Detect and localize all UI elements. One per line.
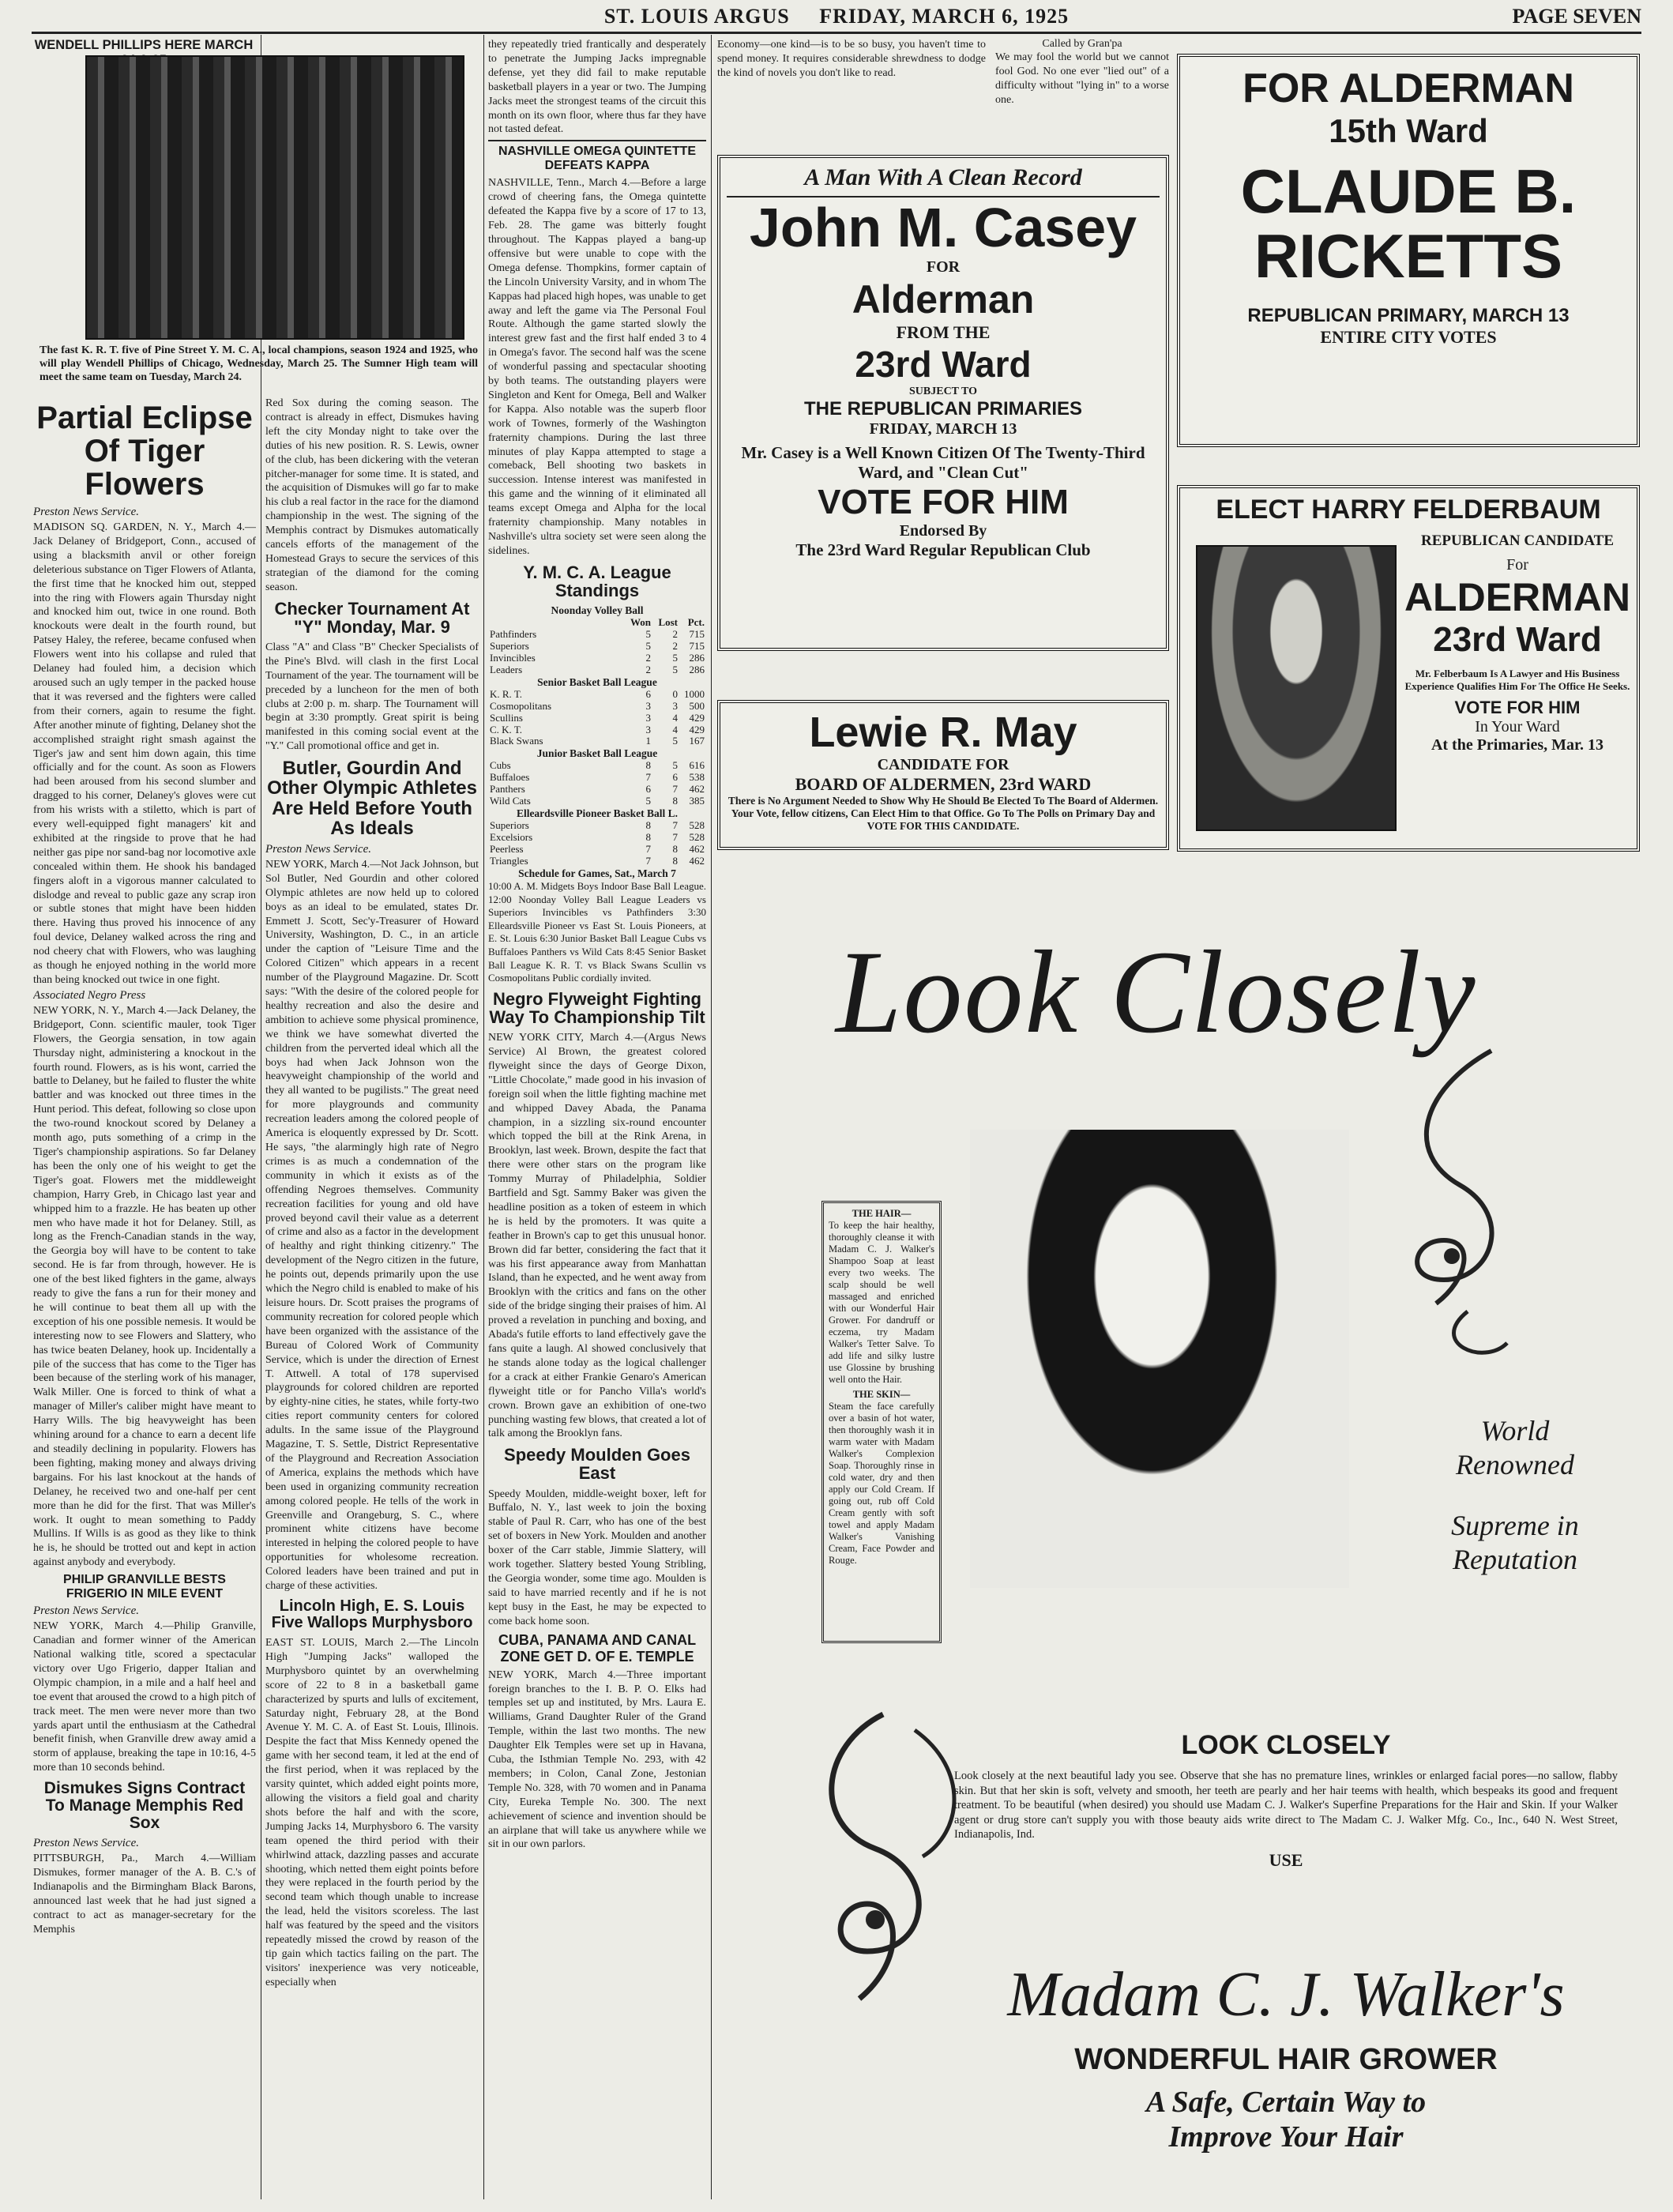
standings-cell: 7 [672, 831, 678, 844]
casey-from: FROM THE [896, 322, 991, 342]
schedule-title: Schedule for Games, Sat., March 7 [518, 867, 676, 879]
casey-tagline: A Man With A Clean Record [727, 164, 1160, 198]
standings-table [488, 617, 706, 676]
standings-row [488, 664, 706, 676]
standings-row [488, 832, 706, 844]
photo-caption: The fast K. R. T. five of Pine Street Y. M. C. A., local champions, season 1924 and 1925, who will play Wendell Phillips of Chicago, Wednesday, March 25. The Sumner High team will meet the same team on Tuesday, March 24. [39, 344, 478, 383]
felderbaum-ad [1177, 485, 1640, 852]
standings-table [488, 689, 706, 748]
standings-cell: 1000 [684, 687, 705, 700]
skin-text: Steam the face carefully over a basin of hot water, then thoroughly wash it in warm water with Madam Walker's Complexion Soap. Thoroughly rinse in cold water, dry and then apply our Cold Cream. If going out, rub off Cold Cream gently with soft towel and apply Madam Walker's Vanishing Cream, Face Powder and Rouge. [829, 1401, 934, 1566]
use-label: USE [1269, 1849, 1303, 1870]
standings-cell: 286 [689, 663, 705, 675]
look-closely-text: Look closely at the next beautiful lady you see. Observe that she has no premature lines, wrinkles or enlarged facial pores—no sallow, flabby skin. But that her skin is soft, velvety and smooth, her teeth are pearly and her hair teems with health, which bespeaks its good and frequent treatment. To be beautiful (when desired) you should use Madam C. J. Walker's Superfine Preparations for the Hair and Skin. If your Walker agent or drug store can't supply you with those beauty aids write direct to The Madam C. J. Walker Mfg. Co., Inc., 640 N. West Street, Indianapolis, Ind. [954, 1770, 1618, 1841]
standings-cell: Cubs [490, 759, 511, 772]
casey-name: John M. Casey [749, 197, 1137, 258]
ricketts-name2: RICKETTS [1254, 220, 1562, 291]
lincoln-headline: Lincoln High, E. S. Louis Five Wallops Murphysboro [271, 1597, 473, 1631]
standings-cell: 7 [645, 771, 651, 784]
column-rule-3 [711, 35, 712, 2199]
look-closely-headline: Look Closely [836, 927, 1477, 1058]
ymca-standings [488, 604, 706, 867]
standings-cell: 7 [672, 819, 678, 832]
world-line-1: World [1480, 1415, 1550, 1446]
granpa-body: We may fool the world but we cannot fool God. No one ever "lied out" of a difficulty without "lying in" to a worse one. [995, 51, 1169, 106]
standings-cell: Superiors [490, 639, 529, 652]
granville-dateline: Preston News Service. [33, 1604, 139, 1618]
granville-headline: PHILIP GRANVILLE BESTS FRIGERIO IN MILE EVENT [63, 1573, 226, 1601]
dismukes-headline: Dismukes Signs Contract To Manage Memphis Red Sox [43, 1779, 246, 1833]
ricketts-line2: 15th Ward [1329, 112, 1488, 149]
cuba-headline: CUBA, PANAMA AND CANAL ZONE GET D. OF E. TEMPLE [498, 1631, 697, 1665]
casey-club: The 23rd Ward Regular Republican Club [795, 540, 1091, 559]
standings-cell: 2 [645, 651, 651, 664]
standings-title: Junior Basket Ball League [536, 747, 658, 760]
standings-title: Noonday Volley Ball [551, 604, 644, 616]
standings-cell: 6 [672, 771, 678, 784]
standings-cell: 462 [689, 843, 705, 855]
standings-row [488, 641, 706, 653]
standings-cell: 7 [672, 783, 678, 796]
casey-subject: SUBJECT TO [909, 386, 977, 397]
felderbaum-vote: VOTE FOR HIM [1454, 698, 1581, 717]
standings-cell: 7 [645, 854, 651, 867]
standings-cell: 8 [645, 819, 651, 832]
granville-body: NEW YORK, March 4.—Philip Granville, Canadian and former winner of the American National walking title, scored a spectacular victory over Ugo Frigerio, dapper Italian and Olympic champion, in a mile and a half heel and toe event that aroused the crowd to a high pitch of track meet. The men were never more than two yards apart until the enthusiasm at the Cathedral benefit finish, when Granville drew away amid a storm of applause, breaking the tape in 10:16, 4-5 more than 10 seconds behind. [33, 1620, 256, 1774]
standings-cell: Scullins [490, 711, 523, 724]
standings-cell: Peerless [490, 843, 524, 855]
standings-cell: 429 [689, 723, 705, 735]
ricketts-name1: CLAUDE B. [1240, 156, 1577, 226]
butler-dateline: Preston News Service. [265, 842, 371, 856]
issue-date: FRIDAY, MARCH 6, 1925 [819, 5, 1070, 28]
look-closely-subhead: LOOK CLOSELY [1181, 1730, 1391, 1760]
felderbaum-in: In Your Ward [1475, 718, 1560, 735]
casey-ad [717, 155, 1169, 651]
swirl-path-4 [915, 1730, 954, 1856]
standings-cell: 1 [645, 735, 651, 747]
swirl-path-2 [1454, 1311, 1508, 1352]
may-board: BOARD OF ALDERMEN, 23rd WARD [795, 774, 1092, 795]
granpa-title: Called by Gran'pa [1042, 38, 1122, 50]
standings-row [488, 735, 706, 747]
supreme-line-2: Reputation [1453, 1544, 1577, 1576]
standings-cell: Buffaloes [490, 771, 530, 784]
standings-row [488, 820, 706, 832]
standings-cell: 5 [672, 651, 678, 664]
lady-portrait [970, 1130, 1349, 1588]
felderbaum-portrait [1196, 545, 1397, 831]
standings-row [488, 796, 706, 807]
paper-name: ST. LOUIS ARGUS [603, 5, 790, 28]
masthead-line [269, 5, 1404, 28]
standings-cell: C. K. T. [490, 723, 523, 735]
dismukes-dateline: Preston News Service. [33, 1837, 139, 1850]
nashville-body: NASHVILLE, Tenn., March 4.—Before a large crowd of cheering fans, the Omega quintette defeated the Kappa five by a score of 17 to 13, Feb. 28. The game was bitterly fought throughout. The Kappas played a bang-up offensive but were unable to cope with the Omega defense. Thompkins, former captain of the Lincoln University Varsity, and in whom The Kappas had placed high hopes, was unable to get away and left the game via The Personal Foul Route. Although the game started slowly the interest grew fast and the first half ended 3 to 4 in Omega's favor. The second half was the scene of wonderful passing and spectacular shooting by both teams. The outstanding players were Singleton and Kent for Omega, Bell and Walker for Kappa. Also notable was the superb floor work of Townes, formerly of the Washington fraternity champions. During the last three minutes of play Kappa attempted to stage a comeback, Bell shooting two baskets in succession. Intense interest was manifested in this game and the winning of it eliminated all teams except Omega and Alpha for the local fraternity championship. Many notables in Nashville's ultra society set were seen along the sidelines. [488, 177, 706, 557]
felderbaum-head: ELECT HARRY FELDERBAUM [1216, 495, 1601, 525]
page-header [32, 3, 1641, 30]
felderbaum-at: At the Primaries, Mar. 13 [1431, 736, 1604, 754]
may-desc: There is No Argument Needed to Show Why He Should Be Elected To The Board of Aldermen. Your Vote, fellow citizens, Can Elect Him to that Office. Go To The Polls on Primary Day and VOTE FOR THIS CANDIDATE. [727, 795, 1159, 833]
standings-cell: 167 [689, 735, 705, 747]
hair-text: To keep the hair healthy, thoroughly cleanse it with Madam C. J. Walker's Shampoo Soap at least every two weeks. The scalp should be well massaged and enriched with our Wonderful Hair Grower. For dandruff or eczema, try Madam Walker's Tetter Salve. To add life and silky lustre use Glossine by brushing well onto the Hair. [829, 1220, 934, 1385]
casey-endorsed: Endorsed By [899, 522, 987, 540]
standings-cell: 5 [672, 663, 678, 675]
casey-ward: 23rd Ward [855, 344, 1032, 385]
header-rule [32, 32, 1641, 34]
hair-skin-panel [821, 1201, 942, 1643]
look-closely-block [954, 1730, 1618, 1967]
standings-cell: 528 [689, 819, 705, 832]
dismukes-body: PITTSBURGH, Pa., March 4.—William Dismukes, former manager of the A. B. C.'s of Indianapolis and the Birmingham Black Barons, announced last week that he had just signed a contract to act as manager-secretary for the Memphis [33, 1853, 256, 1936]
standings-row [488, 629, 706, 641]
cuba-body: NEW YORK, March 4.—Three important foreign branches to the I. B. P. O. Elks had temples set up and instituted, by Mrs. Laura E. Williams, Grand Daughter Ruler of the Grand Temple, within the last two months. The new Daughter Elk Temples were set up in Havana, Cuba, the Isthmian Temple No. 293, with 42 members; in Colon, Canal Zone, Jestonian Temple No. 328, with 70 women and in Panama City, Eureka Temple No. 300. The next achievement of science and invention should be an airplane that will take us anywhere while we sit in our own parlors. [488, 1668, 706, 1851]
standings-cell: 5 [645, 627, 651, 640]
standings-row [488, 784, 706, 796]
eclipse-dateline: Preston News Service. [33, 506, 139, 518]
standings-cell: 462 [689, 854, 705, 867]
standings-cell: 3 [645, 711, 651, 724]
skin-title: THE SKIN— [852, 1389, 911, 1400]
standings-cell: 538 [689, 771, 705, 784]
standings-cell: 385 [689, 795, 705, 807]
checker-headline: Checker Tournament At "Y" Monday, Mar. 9 [274, 598, 470, 637]
swirl-dot-2 [866, 1910, 885, 1929]
standings-cell: 5 [672, 735, 678, 747]
standings-row [488, 856, 706, 867]
standings-row [488, 689, 706, 701]
standings-cell: 6 [645, 783, 651, 796]
lincoln-continued: they repeatedly tried frantically and desperately to penetrate the Jumping Jacks impregnable defense, yet they did fail to make reputable basketball players in a year or two. The Jumping Jacks meet the strongest teams of the circuit this month on its own floor, where thus far they have not tasted defeat. [488, 39, 706, 136]
casey-vote: VOTE FOR HIM [818, 483, 1069, 521]
standings-header-cell [488, 617, 626, 629]
ricketts-votes: ENTIRE CITY VOTES [1320, 326, 1497, 347]
lincoln-body: EAST ST. LOUIS, March 2.—The Lincoln High "Jumping Jacks" walloped the Murphysboro quintet by an overwhelming score of 22 to 8 in a basketball game characterized by spurts and lulls of excitement, Saturday night, February 28, at the Bond Avenue Y. M. C. A. of East St. Louis, Illinois. Despite the fact that Miss Kennedy opened the game with her second team, it led at the end of the first period, when it was replaced by the varsity quintet, which added eight points more, allowing the visitors a field goal and charity shots before the half and with the score, Jumping Jacks 14, Murphysboro 6. The varsity team opened the third period with their whirlwind attack, dazzling passes and accurate shooting, which netted them eight points before they were replaced in the fourth period by the second team which though unable to increase the lead, held the visitors scoreless. The last half was featured by the speed and the visitors repeatedly missed the crowd by reason of the tip gain which tactics failing on the part. The visitors' inexperience was very noticeable, especially when [265, 1637, 479, 1988]
standings-row [488, 772, 706, 784]
standings-cell: 429 [689, 711, 705, 724]
dismukes-continued: Red Sox during the coming season. The contract is already in effect, Dismukes having left the city Monday night to take over the duties of his new position. R. S. Lewis, owner of the club, has been dickering with the veteran pitcher-manager for some time. It is stated, and the acquisition of Dismukes will go far to make his club a real factor in the race for the diamond championship in the west. The signing of the Memphis contract by Dismukes automatically cancels efforts of the management of the Homestead Grays to secure the services of this strategian of the diamond for the coming season. [265, 397, 479, 593]
walker-product: WONDERFUL HAIR GROWER [1074, 2043, 1498, 2076]
standings-row [488, 844, 706, 856]
supreme-line-1: Supreme in [1451, 1510, 1579, 1541]
standings-cell: 715 [689, 639, 705, 652]
standings-header-cell: Won [630, 616, 651, 628]
standings-cell: 286 [689, 651, 705, 664]
felderbaum-desc: Mr. Felberbaum Is A Lawyer and His Business Experience Qualifies Him For The Office He Seeks. [1404, 668, 1630, 692]
column-1-stories [33, 397, 256, 2198]
swirl-dot [1444, 1248, 1460, 1264]
standings-table [488, 760, 706, 807]
walker-ad [717, 869, 1640, 2204]
felderbaum-for: For [1506, 556, 1528, 574]
supreme-reputation [1397, 1509, 1634, 1596]
felderbaum-office: ALDERMAN [1404, 575, 1631, 619]
may-candidate: CANDIDATE FOR [877, 756, 1009, 774]
standings-cell: Pathfinders [490, 627, 537, 640]
standings-row [488, 760, 706, 772]
standings-cell: Superiors [490, 819, 529, 832]
standings-cell: 2 [672, 639, 678, 652]
world-renowned [1397, 1414, 1634, 1501]
standings-cell: Wild Cats [490, 795, 531, 807]
standings-cell: 5 [645, 795, 651, 807]
standings-cell: Invincibles [490, 651, 536, 664]
swirl-path-1 [1417, 1051, 1491, 1304]
nashville-headline: NASHVILLE OMEGA QUINTETTE DEFEATS KAPPA [488, 140, 706, 173]
standings-cell: 4 [672, 723, 678, 735]
standings-table [488, 820, 706, 867]
economy-squib: Economy—one kind—is to be so busy, you haven't time to spend money. It requires considerable shrewdness to dodge the kind of novels you don't like to read. [717, 39, 986, 79]
standings-cell: 8 [645, 831, 651, 844]
eclipse-headline: Partial Eclipse Of Tiger Flowers [36, 401, 253, 502]
standings-cell: 3 [672, 699, 678, 712]
standings-cell: 2 [672, 627, 678, 640]
standings-cell: 3 [645, 723, 651, 735]
flyweight-headline: Negro Flyweight Fighting Way To Championship Tilt [489, 988, 705, 1027]
world-line-2: Renowned [1456, 1449, 1574, 1481]
butler-headline: Butler, Gourdin And Other Olympic Athletes Are Held Before Youth As Ideals [267, 758, 477, 839]
swirl-path-3 [832, 1714, 919, 1999]
standings-cell: 3 [645, 699, 651, 712]
standings-cell: 4 [672, 711, 678, 724]
casey-date: FRIDAY, MARCH 13 [869, 420, 1017, 438]
standings-cell: Panthers [490, 783, 525, 796]
ornament-swirl-top [1373, 1043, 1547, 1375]
standings-row [488, 701, 706, 713]
standings-header-row [488, 617, 706, 629]
ricketts-primary: REPUBLICAN PRIMARY, MARCH 13 [1247, 304, 1570, 326]
standings-row [488, 724, 706, 736]
standings-cell: 7 [645, 843, 651, 855]
standings-title: Senior Basket Ball League [537, 675, 657, 688]
standings-cell: K. R. T. [490, 687, 523, 700]
checker-body: Class "A" and Class "B" Checker Specialists of the Pine's Blvd. will clash in the first Local Tournament of the year. The tournament will be preceded by a luncheon for the men of both clubs at 2:00 p. m. sharp. The Tournament will begin at 3:30 promptly. Great spirit is being manifested in this coming social event at the "Y." Call promotional office and get in. [265, 641, 479, 753]
standings-cell: Triangles [490, 854, 528, 867]
standings-cell: 2 [645, 663, 651, 675]
felderbaum-ward: 23rd Ward [1433, 620, 1602, 659]
ricketts-line1: FOR ALDERMAN [1243, 66, 1574, 111]
standings-row [488, 713, 706, 724]
ricketts-ad [1177, 54, 1640, 447]
standings-row [488, 653, 706, 664]
hair-title: THE HAIR— [852, 1208, 912, 1219]
eclipse-dateline-2: Associated Negro Press [33, 988, 146, 1002]
casey-primaries: THE REPUBLICAN PRIMARIES [803, 398, 1083, 419]
column-2 [265, 397, 479, 2198]
flyweight-body: NEW YORK CITY, March 4.—(Argus News Service) Al Brown, the greatest colored flyweight since the days of George Dixon, "Little Chocolate," made good in his invasion of foreign soil when the little fighting machine met and whipped Davey Abada, the Panama champion, in a sizzling six-round encounter which topped the bill at the Rink Arena, in Brooklyn, last week. Brown, despite the fact that there were other stars on the program like Tommy Murray of Philadelphia, Soldier Bartfield and Sgt. Sammy Baker was given the headline position as a token of esteem in which he is held by the promoters. It was quite a feather in Brown's cap to get this unusual honor. Brown did far better, considering the fact that it was his first appearance away from Manhattan Island, than he expected, and he went away from Brooklyn with the critics and fans on the other side of the bridge singing their praises of him. Al proved a revelation in punching and boxing, and Abada's futile efforts to land effectively gave the fans quite a laugh. Al showed conclusively that he stands alone today as the logical challenger for a crack at either Frankie Genaro's American flyweight title or for Pancho Villa's world's crown. Brown gave an exhibition of one-two punching wasting few blows, that created a lot of talk among the Brooklyn fans. [488, 1032, 706, 1440]
speedy-body: Speedy Moulden, middle-weight boxer, left for Buffalo, N. Y., last week to join the boxing stable of Paul R. Carr, who has one of the best set of boxers in New York. Moulden and another boxer of the Carr stable, Jimmie Slattery, will work together. Slattery bested Young Stribling, the Georgia wonder, some time ago. Moulden is said to have married recently and if he is not kept busy in the East, he may be expected to come back home soon. [488, 1488, 706, 1627]
walker-tagline [954, 2086, 1618, 2172]
eclipse-body-2: NEW YORK, N. Y., March 4.—Jack Delaney, the Bridgeport, Conn. scientific mauler, took Tiger Flowers, the Georgia sensation, in tow again Thursday night, administering a knockout in the fourth round. Flowers, as is his wont, carried the battle to Delaney, but he failed to fluster the white battler and was knocked out three times in the Hunt period. This defeat, following so close upon the two-round knockout scored by Delaney a month ago, puts something of a crimp in the Tiger's championship aspirations. So far Delaney has been the only one of his weight to get the Tiger's goat. Flowers met the middleweight champion, Harry Greb, in Chicago last year and whipped him to a frazzle. He has beaten up other men who have made it hot for Delaney. Still, as long as the French-Canadian stands in the way, the Georgia boy will have to be content to take second. He is far from through, however. He is one of the best liked fighters in the game, always ready to give the fans a run for their money and he will continue to beat them all up with the exception of his one possible nemesis. It would be interesting now to see Flowers and Slattery, who has twice beaten Delaney, hook up. Incidentally a pile of the success that has come to the Tiger has been because of the sterling work of his manager, Walk Miller. One is forced to think of what a manager of Miller's caliber might have meant to Harry Wills. The big heavyweight has been whining around for a chance to earn a decent life and steadily declining in popularity. Flowers has been fighting, making money and always driving bargains. For his last knockout at the hands of Delaney, he received two and one-half per cent more than he did for the first. That was Miller's work. It ought to mean something to Paddy Mullins. If Wills is as good as they like to think he is, he should be trotted out and kept in action against anybody and everybody. [33, 1004, 256, 1569]
page-number: PAGE SEVEN [1512, 5, 1641, 28]
standings-cell: 8 [672, 843, 678, 855]
column-rule-2 [483, 35, 484, 2199]
standings-cell: 528 [689, 831, 705, 844]
standings-cell: 6 [645, 687, 651, 700]
standings-cell: 8 [672, 854, 678, 867]
standings-header-cell: Lost [658, 616, 678, 628]
standings-cell: 5 [645, 639, 651, 652]
speedy-headline: Speedy Moulden Goes East [504, 1445, 690, 1484]
eclipse-body: MADISON SQ. GARDEN, N. Y., March 4.—Jack Delaney of Bridgeport, Conn., accused of using a blacksmith anvil or other foreign deleterious substance on Tiger Flowers of Atlanta, the first time that he knocked him out, stepped into the ring with Flowers again Thursday night and knocked him out, twice in one round. Both knockouts were dealt in the fourth round, but Patsey Haley, the referee, became confused when Flowers went into his collapse and ruled that Delaney had fouled him, a decision which aroused such an ugly temper in the packed house that it was reversed and the fighters were called from their corners, again to resume the fight. After another minute of fighting, Delaney shot the accomplished straight right smash against the Tiger's jaw and sent him down again, this time officially and for the count. As soon as Flowers had been aroused from his second slumber and dragged to his corner, Delaney's gloves were cut from his wrists with a stiletto, which is part of every well-equipped fight managers' kit and exhibited at the ringside to prove that he had neither gas pipe nor sand-bag nor locomotive axle concealed within them. He shook his bandaged fingers aloft in a vigorous manner calculated to dislodge and reveal to public gaze any scrap iron or subtle stones that might have been hidden there. Having thus proved his innocence of any foul device, Delaney walked across the ring and nod cheery chat with Flowers, who was laughing as though he enjoyed nothing in the world more than being knocked out twice in one fight. [33, 521, 256, 986]
standings-cell: 8 [645, 759, 651, 772]
column-3 [488, 38, 706, 2203]
may-name: Lewie R. May [809, 709, 1077, 756]
standings-cell: Black Swans [490, 735, 543, 747]
felderbaum-text [1403, 532, 1632, 848]
standings-title: Elleardsville Pioneer Basket Ball L. [516, 807, 679, 820]
standings-cell: Excelsiors [490, 831, 533, 844]
standings-header-cell: Pct. [687, 616, 705, 628]
tagline-line-1: A Safe, Certain Way to [1145, 2086, 1427, 2119]
butler-body: NEW YORK, March 4.—Not Jack Johnson, but Sol Butler, Ned Gourdin and other colored Olympic athletes are now held up to colored boys as an ideal to be emulated, states Dr. Emmett J. Scott, Sec'y-Treasurer of Howard University, Washington, D. C., in an article under the caption of "Leisure Time and the Colored Citizen" which appears in a recent number of the Playground Magazine. Dr. Scott says: "With the desire of the colored people for healthy recreation and also the desire and ambition to achieve some physical prominence, we think we have somewhat diverted the children from the perverted ideal which all the boys had when Jack Johnson won the heavyweight championship of the world and they all wanted to be pugilists." The great need for more playgrounds and community recreation leaders among the colored people of America is eloquently expressed by Dr. Scott. He says, "the alarmingly high rate of Negro crimes is as much a condemnation of the community in which it exists as of the offending Negroes themselves. Community recreation facilities for young and old have proved beyond cavil their value as a deterrent of crime and also as a factor in the development of healthy and right thinking citizenry." The development of the Negro citizen in the future, he points out, depends primarily upon the use which the Negro child is enabled to make of his leisure hours. Dr. Scott praises the programs of community recreation for colored people which have been organized with the assistance of the Bureau of Colored Work of Community Service, which is under the direction of Ernest T. Attwell. A total of 178 supervised playgrounds for colored children are reported by eighty-nine cities, he states, while forty-two cities report community centers for colored adults. In the same issue of the Playground Magazine, T. S. Settle, District Representative of the Playground and Recreation Association of America, explains the methods which have been used in organizing community recreation among colored people. He tells of the work in Greenville and Orangeburg, S. C., where prominent white citizens have become interested in helping the colored people to have opportunities for wholesome recreation. Colored leaders have been trained and put in charge of these activities. [265, 858, 479, 1593]
standings-cell: 500 [689, 699, 705, 712]
casey-desc: Mr. Casey is a Well Known Citizen Of The Twenty-Third Ward, and "Clean Cut" [741, 443, 1145, 482]
standings-cell: 462 [689, 783, 705, 796]
tagline-line-2: Improve Your Hair [1168, 2120, 1404, 2154]
standings-cell: Cosmopolitans [490, 699, 552, 712]
walker-brand: Madam C. J. Walker's [1007, 1960, 1565, 2030]
ymca-headline: Y. M. C. A. League Standings [523, 562, 671, 600]
photo-headline: WENDELL PHILLIPS HERE MARCH [34, 38, 254, 52]
team-photo [85, 55, 464, 340]
felderbaum-rep: REPUBLICAN CANDIDATE [1420, 532, 1615, 549]
casey-office: Alderman [852, 277, 1035, 322]
standings-cell: 5 [672, 759, 678, 772]
granpa-squib [995, 38, 1169, 149]
standings-cell: 715 [689, 627, 705, 640]
standings-cell: 8 [672, 795, 678, 807]
standings-cell: Leaders [490, 663, 523, 675]
standings-cell: 616 [689, 759, 705, 772]
schedule-body: 10:00 A. M. Midgets Boys Indoor Base Ball League. 12:00 Noonday Volley Ball League Leaders vs Superiors Invincibles vs Pathfinders 3:30 Elleardsville Pioneer vs East St. Louis Pioneers, at E. St. Louis 6:30 Junior Basket Ball League Cubs vs Buffaloes Panthers vs Wild Cats 8:45 Senior Basket Ball League K. R. T. vs Black Swans Scullin vs Cosmopolitans Public cordially invited. [488, 879, 706, 984]
may-ad [717, 700, 1169, 850]
standings-cell: 0 [672, 687, 678, 700]
casey-for: FOR [926, 258, 961, 276]
